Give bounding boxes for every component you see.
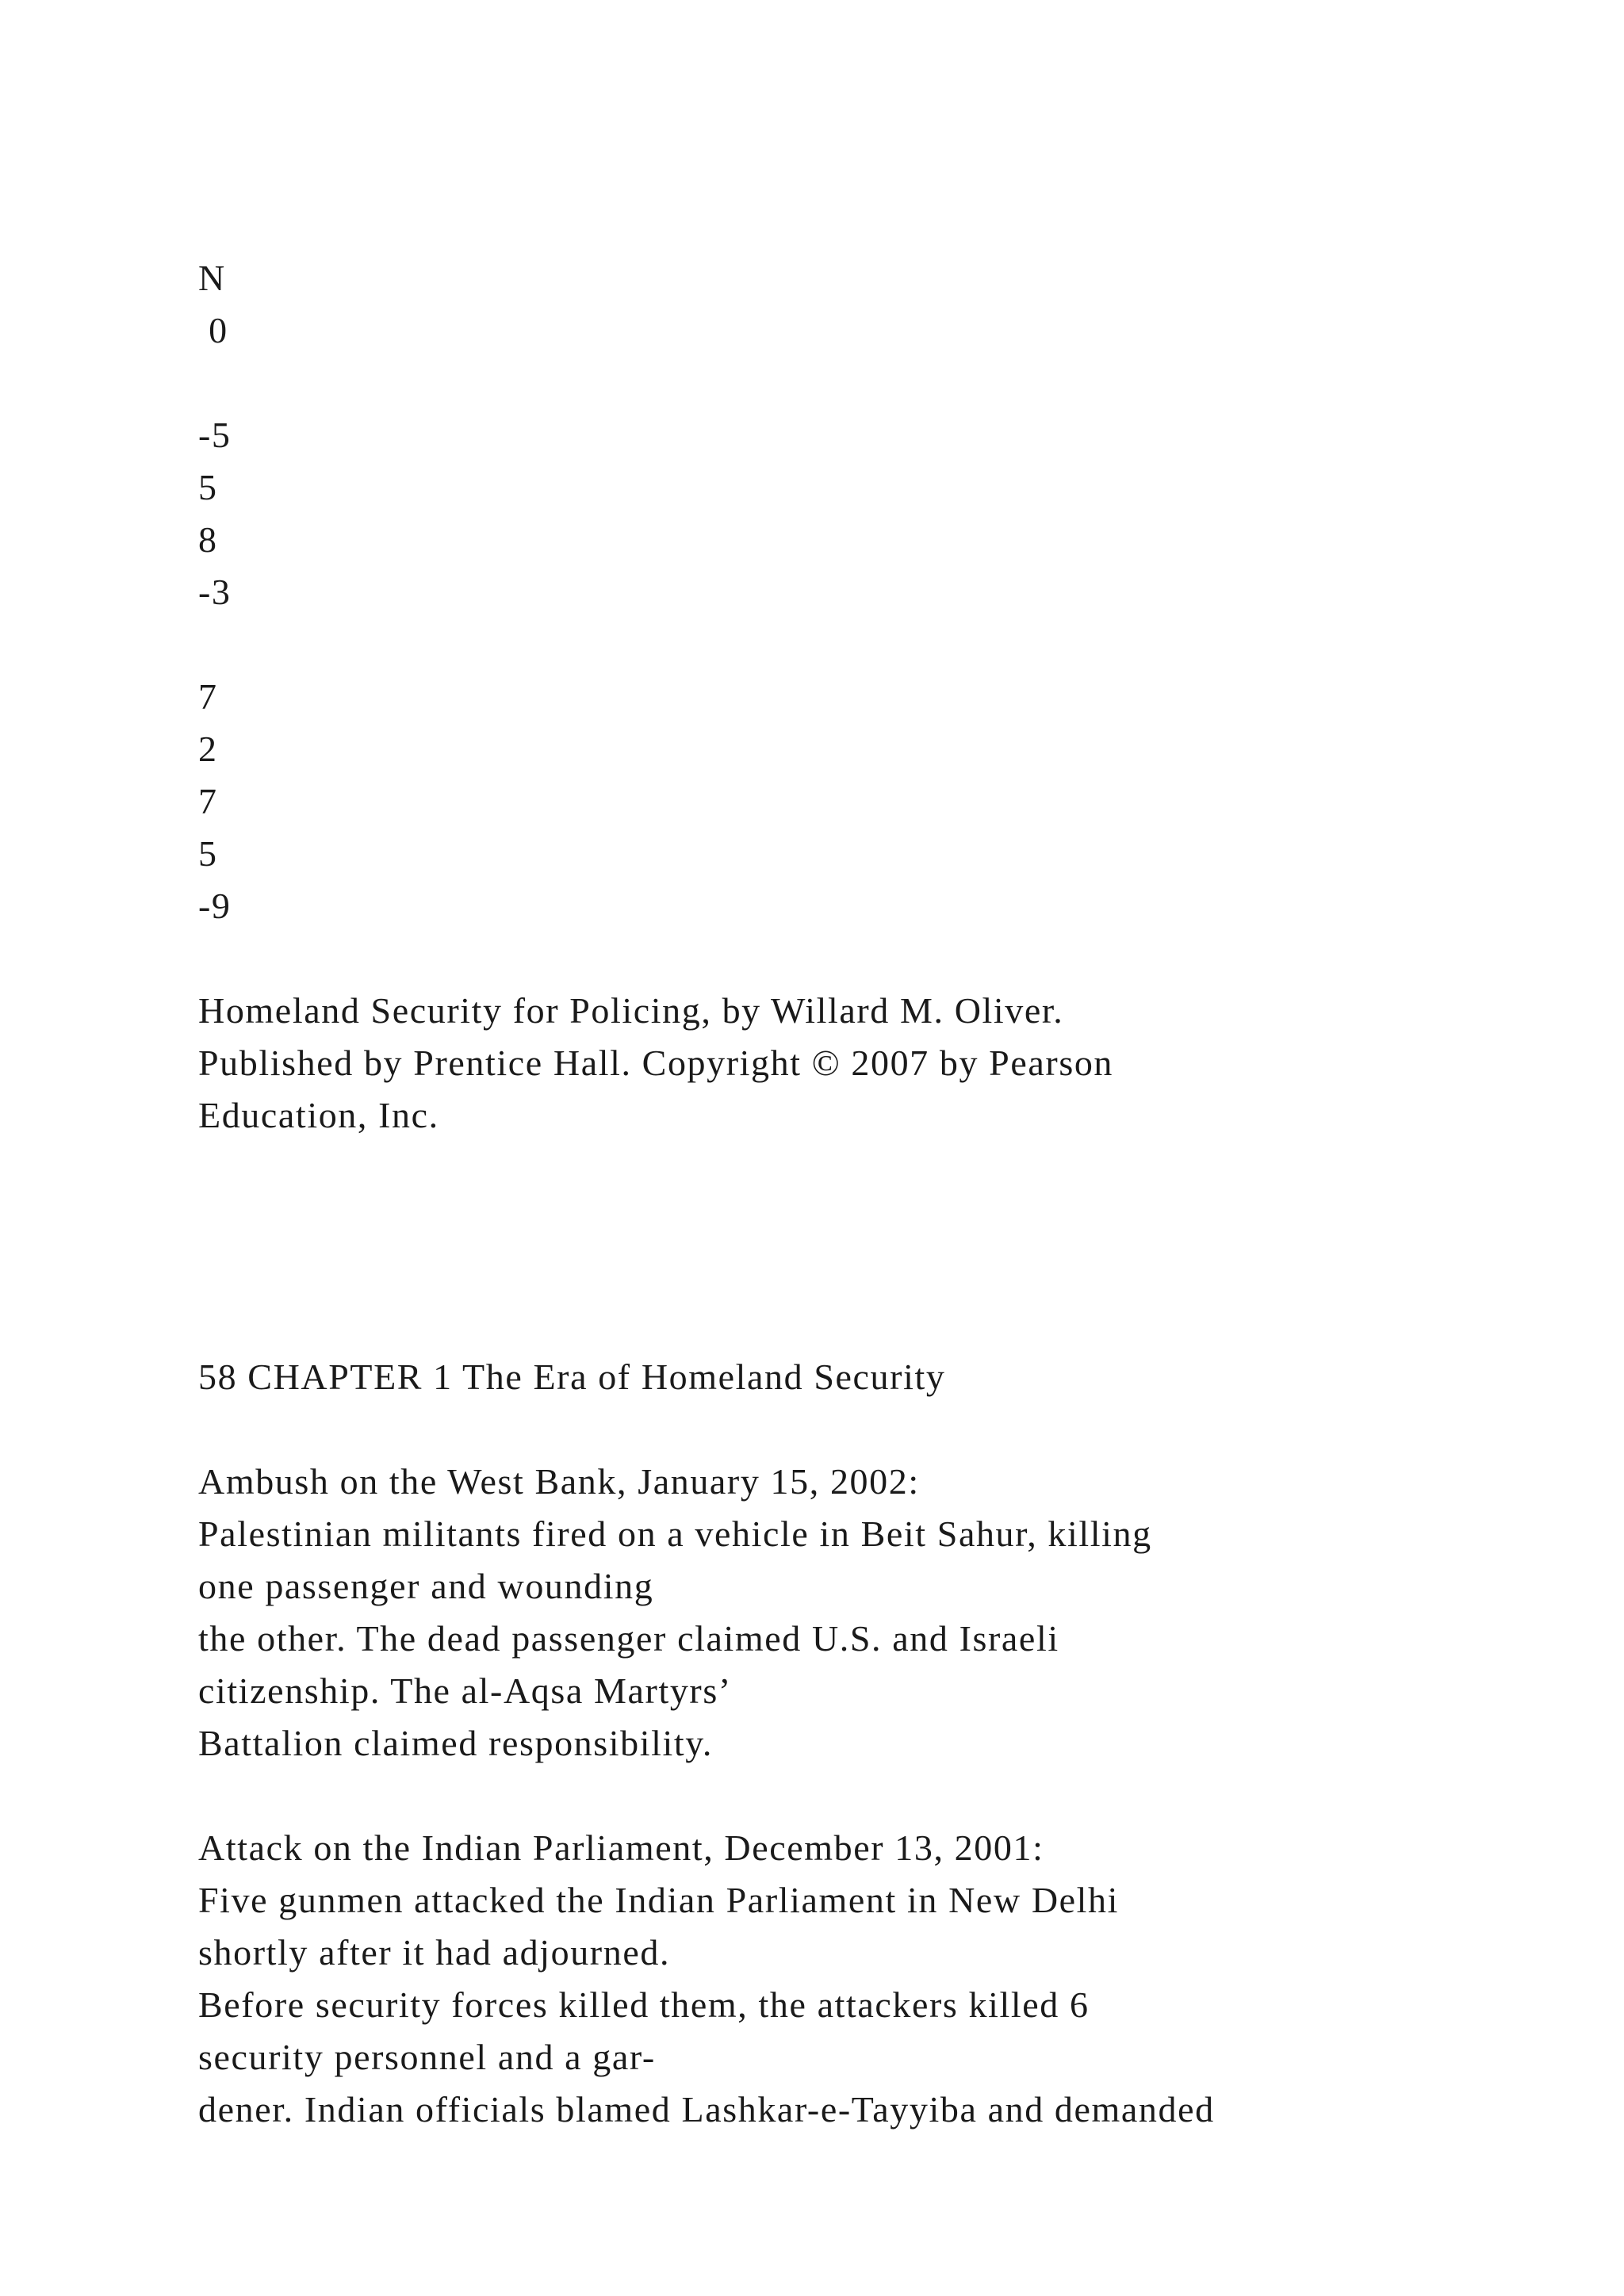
entry-line: Before security forces killed them, the attackers killed 6	[198, 1984, 1090, 2025]
entry-line: Battalion claimed responsibility.	[198, 1723, 713, 1763]
code-line: 5	[198, 467, 218, 507]
code-line: -9	[198, 886, 232, 926]
code-line	[198, 618, 1594, 671]
entry-heading: Attack on the Indian Parliament, December 13, 2001:	[198, 1827, 1044, 1868]
entry-line: one passenger and wounding	[198, 1566, 654, 1606]
code-line: 8	[198, 519, 218, 560]
copyright-line: Education, Inc.	[198, 1095, 439, 1135]
code-line: N	[198, 258, 226, 298]
code-line: 7	[198, 676, 218, 717]
code-line: 2	[198, 729, 218, 769]
code-line: 0	[198, 310, 228, 350]
entry-line: Palestinian militants fired on a vehicle in Beit Sahur, killing	[198, 1513, 1152, 1554]
entry-line: dener. Indian officials blamed Lashkar-e-Tayyiba and demanded	[198, 2089, 1215, 2130]
entry-indian-parliament	[198, 1822, 1594, 2136]
entry-line: citizenship. The al-Aqsa Martyrs’	[198, 1670, 732, 1711]
code-line: -5	[198, 415, 232, 455]
code-line	[198, 357, 1594, 409]
spacer	[198, 932, 1594, 985]
document-page	[198, 252, 1594, 2136]
entry-west-bank	[198, 1456, 1594, 1770]
code-line: 5	[198, 833, 218, 874]
code-line: -3	[198, 572, 232, 612]
entry-heading: Ambush on the West Bank, January 15, 2002:	[198, 1461, 920, 1502]
entry-line: Five gunmen attacked the Indian Parliament in New Delhi	[198, 1880, 1120, 1920]
entry-line: the other. The dead passenger claimed U.S. and Israeli	[198, 1618, 1059, 1659]
spacer	[198, 1770, 1594, 1822]
spacer	[198, 1403, 1594, 1456]
code-column	[198, 252, 1594, 932]
running-head: 58 CHAPTER 1 The Era of Homeland Security	[198, 1357, 946, 1397]
copyright-line: Published by Prentice Hall. Copyright © 2007 by Pearson	[198, 1043, 1114, 1083]
copyright-notice	[198, 985, 1594, 1142]
code-line: 7	[198, 781, 218, 821]
spacer	[198, 1142, 1594, 1351]
entry-line: shortly after it had adjourned.	[198, 1932, 671, 1973]
copyright-line: Homeland Security for Policing, by Willard M. Oliver.	[198, 990, 1064, 1031]
entry-line: security personnel and a gar-	[198, 2037, 656, 2077]
